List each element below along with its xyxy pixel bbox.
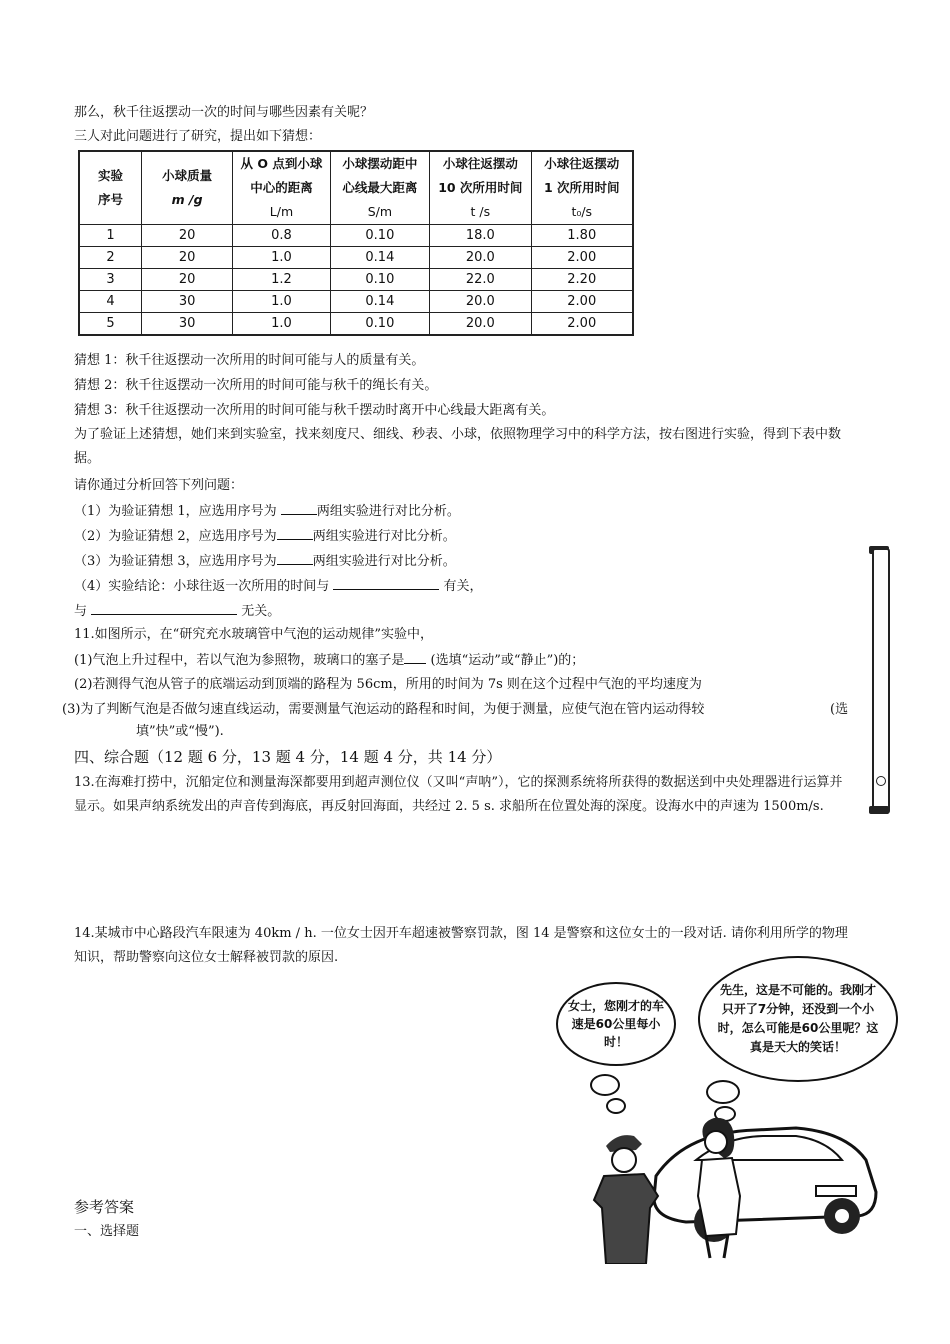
question-4 bbox=[74, 577, 483, 596]
table-cell: 18.0 bbox=[430, 225, 531, 247]
header-line: 序号 bbox=[97, 192, 123, 207]
header-line: 实验 bbox=[97, 168, 123, 183]
q13-paragraph: 13.在海难打捞中，沉船定位和测量海深都要用到超声测位仪（又叫“声呐”），它的探测系统将所获得的数据送到中央处理器进行运算并显示。如果声纳系统发出的声音传到海底，再反射回海面，共经过 2. 5 s. 求船所在位置处海的深度。设海水中的声速为 1500m/s. bbox=[74, 775, 843, 814]
guess-3: 猜想 3：秋千往返摆动一次所用的时间可能与秋千摆动时离开中心线最大距离有关。 bbox=[74, 403, 555, 418]
text-line: 三人对此问题进行了研究，提出如下猜想： bbox=[74, 129, 322, 144]
table-cell: 0.10 bbox=[330, 313, 429, 336]
q11-part-3: (3)为了判断气泡是否做匀速直线运动，需要测量气泡运动的路程和时间，为便于测量，应使气泡在管内运动得较 bbox=[62, 702, 705, 717]
table-cell: 20 bbox=[141, 225, 232, 247]
header-line: 中心的距离 bbox=[250, 180, 313, 195]
police-speech: 女士，您刚才的车速是60公里每小时！ bbox=[567, 999, 664, 1049]
table-cell: 20.0 bbox=[430, 313, 531, 336]
table-cell: 3 bbox=[79, 269, 141, 291]
header-line: 心线最大距离 bbox=[342, 180, 418, 195]
answer-blank[interactable] bbox=[333, 577, 439, 590]
table-cell: 20 bbox=[141, 247, 232, 269]
q11-title: 11.如图所示，在“研究充水玻璃管中气泡的运动规律”实验中， bbox=[74, 627, 433, 642]
table-row bbox=[79, 291, 633, 313]
question-text: 无关。 bbox=[237, 604, 281, 619]
answer-blank[interactable] bbox=[404, 651, 426, 664]
question-text: （1）为验证猜想 1，应选用序号为 bbox=[74, 504, 281, 519]
table-cell: 30 bbox=[141, 313, 232, 336]
table-cell: 1.2 bbox=[233, 269, 330, 291]
table-header-cell bbox=[330, 151, 429, 225]
header-line: 从 O 点到小球 bbox=[240, 156, 323, 171]
header-line: L/m bbox=[269, 204, 294, 219]
table-cell: 2 bbox=[79, 247, 141, 269]
table-cell: 2.20 bbox=[531, 269, 633, 291]
table-cell: 1.0 bbox=[233, 247, 330, 269]
verify-paragraph: 为了验证上述猜想，她们来到实验室，找来刻度尺、细线、秒表、小球，依照物理学习中的科学方法，按右图进行实验，得到下表中数据。 bbox=[74, 427, 842, 466]
answer-blank[interactable] bbox=[277, 552, 313, 565]
q11-part-1 bbox=[74, 651, 584, 670]
q14-paragraph: 14.某城市中心路段汽车限速为 40km / h. 一位女士因开车超速被警察罚款，图 14 是警察和这位女士的一段对话. 请你利用所学的物理知识，帮助警察向这位女士解释被罚款的原因. bbox=[74, 926, 848, 965]
table-cell: 1.0 bbox=[233, 291, 330, 313]
police-and-lady-car-drawing bbox=[546, 946, 918, 1264]
guess-2: 猜想 2：秋千往返摆动一次所用的时间可能与秋千的绳长有关。 bbox=[74, 378, 438, 393]
answers-title: 参考答案 bbox=[74, 1198, 135, 1216]
table-cell: 22.0 bbox=[430, 269, 531, 291]
q11-part-3-cont: 填”快”或“慢”). bbox=[136, 724, 224, 739]
table-row bbox=[79, 225, 633, 247]
table-cell: 2.00 bbox=[531, 291, 633, 313]
table-header-cell bbox=[430, 151, 531, 225]
header-line: t₀/s bbox=[571, 204, 593, 219]
question-text: 两组实验进行对比分析。 bbox=[316, 504, 460, 519]
table-row bbox=[79, 269, 633, 291]
glass-tube bbox=[872, 548, 890, 814]
table-cell: 1 bbox=[79, 225, 141, 247]
table-cell: 0.8 bbox=[233, 225, 330, 247]
question-text: （3）为验证猜想 3，应选用序号为 bbox=[74, 554, 277, 569]
table-cell: 0.10 bbox=[330, 225, 429, 247]
table-cell: 20.0 bbox=[430, 291, 531, 313]
cartoon-figure bbox=[546, 946, 918, 1264]
tube-bottom bbox=[869, 806, 889, 814]
question-text: 两组实验进行对比分析。 bbox=[312, 529, 456, 544]
lady-speech: 先生，这是不可能的。我刚才只开了7分钟，还没到一个小时，怎么可能是60公里呢？这真是天大的笑话！ bbox=[717, 983, 879, 1054]
air-bubble bbox=[876, 776, 886, 786]
answer-blank[interactable] bbox=[91, 602, 237, 615]
table-header-cell bbox=[233, 151, 330, 225]
answers-subtitle: 一、选择题 bbox=[74, 1224, 140, 1239]
guess-1: 猜想 1：秋千往返摆动一次所用的时间可能与人的质量有关。 bbox=[74, 353, 425, 368]
header-line: 1 次所用时间 bbox=[543, 180, 620, 195]
question-text: （2）为验证猜想 2，应选用序号为 bbox=[74, 529, 277, 544]
header-line: 小球往返摆动 bbox=[442, 156, 518, 171]
question-text: (1)气泡上升过程中，若以气泡为参照物，玻璃口的塞子是 bbox=[74, 653, 405, 668]
table-cell: 1.0 bbox=[233, 313, 330, 336]
question-text: 与 bbox=[74, 604, 92, 619]
ask-line: 请你通过分析回答下列问题： bbox=[74, 478, 244, 493]
question-2 bbox=[74, 527, 456, 546]
table-cell: 4 bbox=[79, 291, 141, 313]
question-text: 有关， bbox=[439, 579, 483, 594]
table-header-cell bbox=[531, 151, 633, 225]
header-line: 10 次所用时间 bbox=[438, 180, 523, 195]
answer-blank[interactable] bbox=[277, 527, 313, 540]
table-cell: 20.0 bbox=[430, 247, 531, 269]
table-cell: 30 bbox=[141, 291, 232, 313]
table-cell: 5 bbox=[79, 313, 141, 336]
table-row bbox=[79, 313, 633, 336]
table-cell: 20 bbox=[141, 269, 232, 291]
header-line: t /s bbox=[470, 204, 491, 219]
table-cell: 0.14 bbox=[330, 291, 429, 313]
answer-blank[interactable] bbox=[281, 502, 317, 515]
question-text: 两组实验进行对比分析。 bbox=[312, 554, 456, 569]
header-line: S/m bbox=[367, 204, 393, 219]
q11-part-3-option: (选 bbox=[830, 702, 849, 717]
q11-part-2: (2)若测得气泡从管子的底端运动到顶端的路程为 56cm，所用的时间为 7s 则在这个过程中气泡的平均速度为 bbox=[74, 677, 702, 692]
table-header-cell bbox=[79, 151, 141, 225]
section-heading: 四、综合题（12 题 6 分，13 题 4 分，14 题 4 分，共 14 分） bbox=[74, 748, 502, 766]
table-cell: 2.00 bbox=[531, 247, 633, 269]
question-3 bbox=[74, 552, 456, 571]
table-header-row bbox=[79, 151, 633, 225]
table-cell: 2.00 bbox=[531, 313, 633, 336]
data-table bbox=[78, 150, 634, 336]
table-cell: 1.80 bbox=[531, 225, 633, 247]
header-line: 小球质量 bbox=[162, 168, 213, 183]
question-1 bbox=[74, 502, 460, 521]
question-text: （4）实验结论：小球往返一次所用的时间与 bbox=[74, 579, 334, 594]
header-line: m /g bbox=[171, 192, 203, 207]
header-line: 小球摆动距中 bbox=[342, 156, 418, 171]
question-text: (选填“运动”或“静止”)的； bbox=[426, 653, 585, 668]
header-line: 小球往返摆动 bbox=[544, 156, 620, 171]
text-line: 那么，秋千往返摆动一次的时间与哪些因素有关呢？ bbox=[74, 105, 374, 120]
table-row bbox=[79, 247, 633, 269]
question-4-cont bbox=[74, 602, 280, 621]
table-cell: 0.14 bbox=[330, 247, 429, 269]
table-header-cell bbox=[141, 151, 232, 225]
table-cell: 0.10 bbox=[330, 269, 429, 291]
